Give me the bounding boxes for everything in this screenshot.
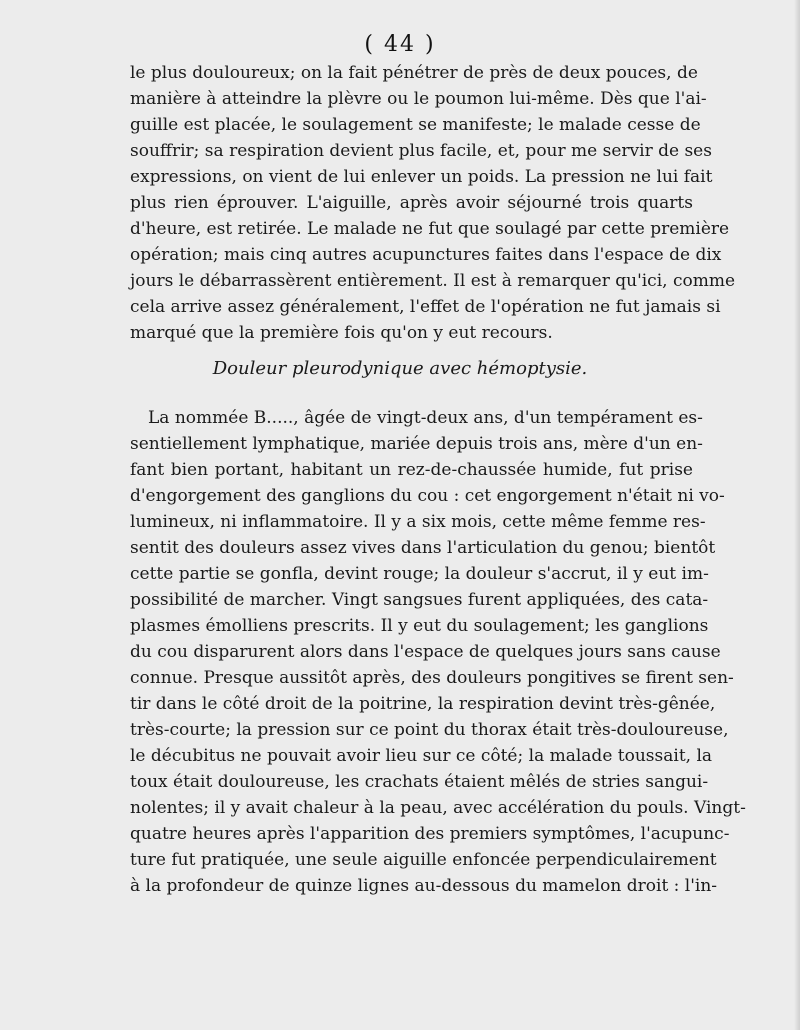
text-line: cela arrive assez généralement, l'effet de l'opération ne fut jamais si	[130, 297, 721, 317]
paragraph-1	[130, 60, 736, 346]
text-line: d'heure, est retirée. Le malade ne fut que soulagé par cette première	[130, 219, 730, 239]
text-line: La nommée B....., âgée de vingt-deux ans, d'un tempérament es-	[148, 408, 703, 428]
text-line: le plus douloureux; on la fait pénétrer de près de deux pouces, de	[130, 63, 698, 83]
text-line: du cou disparurent alors dans l'espace de quelques jours sans cause	[130, 642, 721, 662]
text-line: sentit des douleurs assez vives dans l'articulation du genou; bientôt	[130, 538, 716, 558]
text-line: connue. Presque aussitôt après, des douleurs pongitives se firent sen-	[130, 668, 734, 688]
text-line: très-courte; la pression sur ce point du thorax était très-douloureuse,	[130, 720, 729, 740]
text-line: manière à atteindre la plèvre ou le poumon lui-même. Dès que l'ai-	[130, 89, 707, 109]
text-line: possibilité de marcher. Vingt sangsues furent appliquées, des cata-	[130, 590, 709, 610]
section-heading: Douleur pleurodynique avec hémoptysie.	[212, 358, 588, 379]
text-line: opération; mais cinq autres acupunctures faites dans l'espace de dix	[130, 245, 722, 265]
text-line: ture fut pratiquée, une seule aiguille enfoncée perpendiculairement	[130, 850, 717, 870]
page-number: ( 44 )	[364, 32, 436, 57]
text-line: plasmes émolliens prescrits. Il y eut du soulagement; les ganglions	[130, 616, 709, 636]
text-line: d'engorgement des ganglions du cou : cet engorgement n'était ni vo-	[130, 486, 725, 506]
text-line: nolentes; il y avait chaleur à la peau, avec accélération du pouls. Vingt-	[130, 798, 746, 818]
text-line: toux était douloureuse, les crachats étaient mêlés de stries sangui-	[130, 772, 709, 792]
text-line: fant bien portant, habitant un rez-de-chaussée humide, fut prise	[130, 460, 693, 480]
text-line: jours le débarrassèrent entièrement. Il est à remarquer qu'ici, comme	[130, 271, 736, 291]
text-line: expressions, on vient de lui enlever un poids. La pression ne lui fait	[130, 167, 713, 187]
text-line: lumineux, ni inflammatoire. Il y a six mois, cette même femme res-	[130, 512, 706, 532]
text-line: plus rien éprouver. L'aiguille, après avoir séjourné trois quarts	[130, 193, 693, 213]
text-line: quatre heures après l'apparition des premiers symptômes, l'acupunc-	[130, 824, 730, 844]
text-line: guille est placée, le soulagement se manifeste; le malade cesse de	[130, 115, 701, 135]
text-line: sentiellement lymphatique, mariée depuis trois ans, mère d'un en-	[130, 434, 703, 454]
text-line: tir dans le côté droit de la poitrine, la respiration devint très-gênée,	[130, 694, 716, 714]
paragraph-2	[130, 405, 746, 899]
text-line: souffrir; sa respiration devient plus facile, et, pour me servir de ses	[130, 141, 712, 161]
text-line: à la profondeur de quinze lignes au-dessous du mamelon droit : l'in-	[130, 876, 718, 896]
page-edge-shadow	[794, 0, 800, 1030]
text-line: cette partie se gonfla, devint rouge; la douleur s'accrut, il y eut im-	[130, 564, 709, 584]
text-line: le décubitus ne pouvait avoir lieu sur ce côté; la malade toussait, la	[130, 746, 713, 766]
text-line: marqué que la première fois qu'on y eut recours.	[130, 323, 553, 343]
